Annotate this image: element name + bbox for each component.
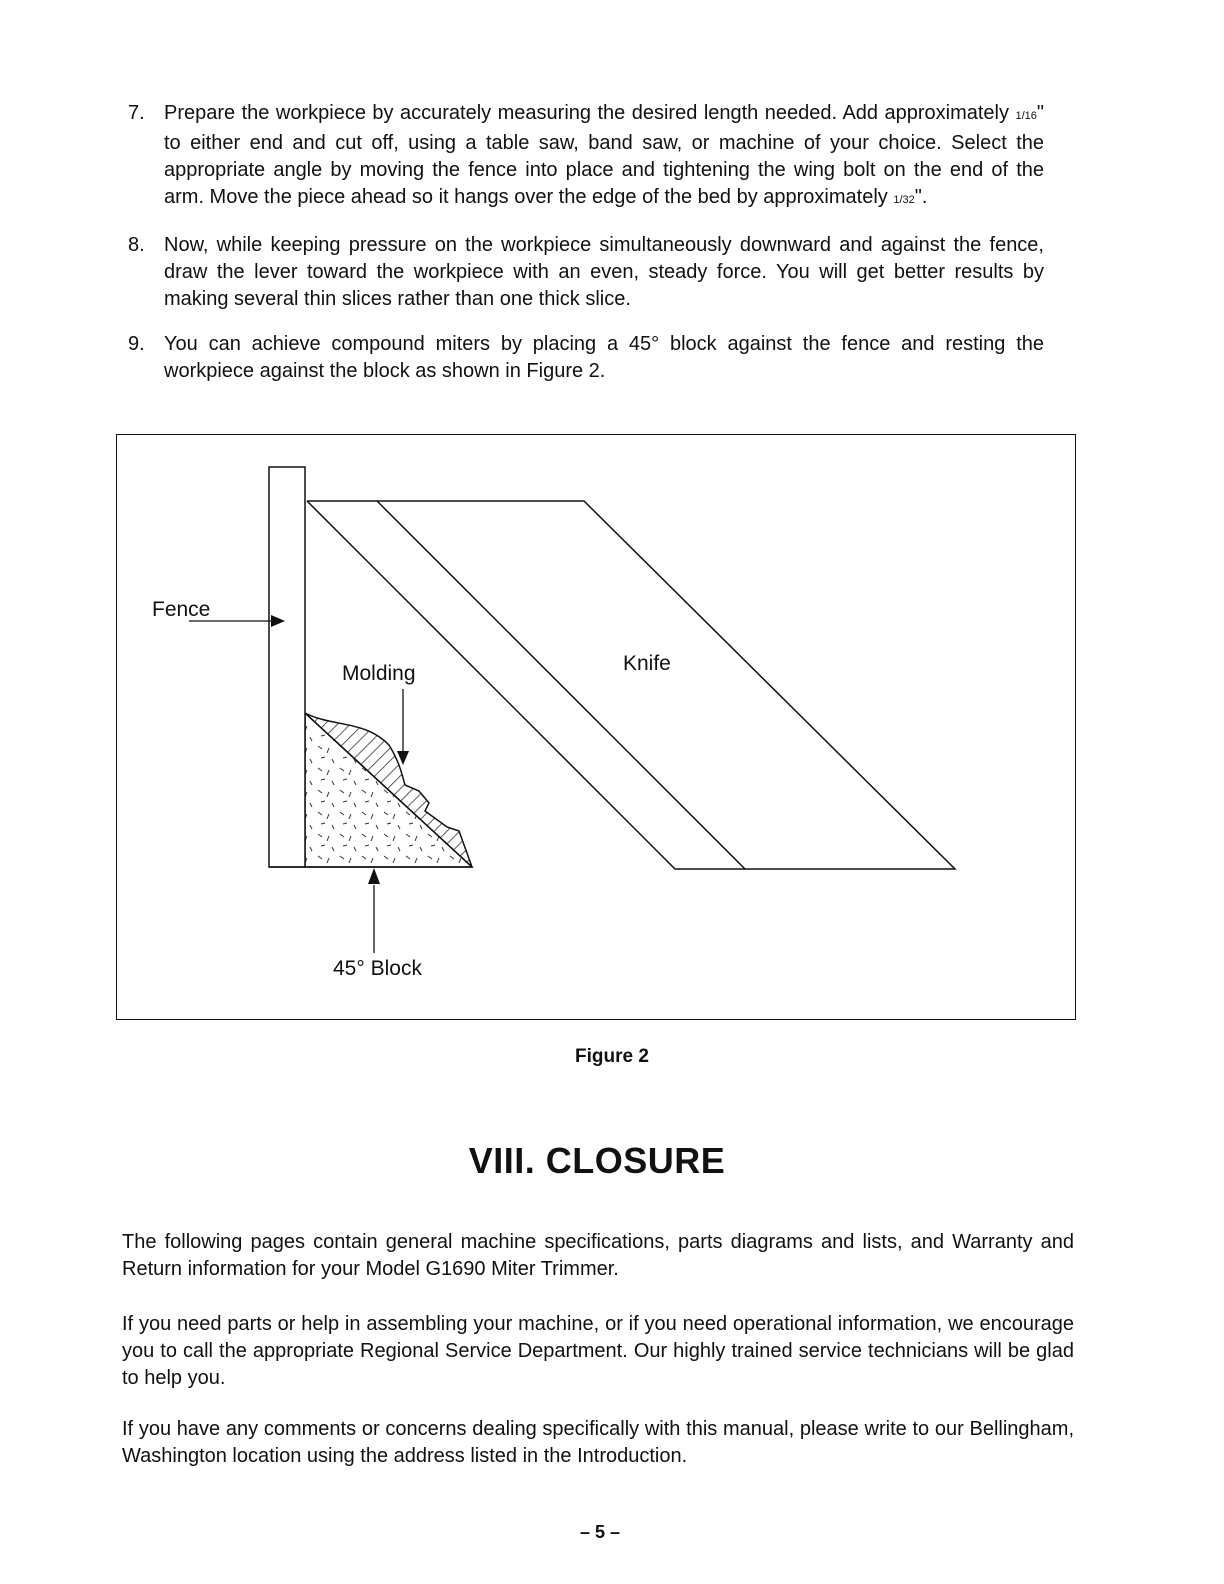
section-heading: VIII. CLOSURE xyxy=(468,1140,726,1181)
step-9 xyxy=(124,331,1044,385)
closure-paragraph-2: If you need parts or help in assembling your machine, or if you need operational information, we encourage you to call the appropriate Regional Service Department. Our highly trained service technicians will be glad to help you. xyxy=(122,1313,1074,1389)
fence-shape xyxy=(269,467,305,867)
instruction-steps xyxy=(124,100,1044,403)
molding-arrow xyxy=(397,689,409,765)
block-arrow xyxy=(368,868,380,953)
fraction-one-sixteenth: 1/16 xyxy=(1015,110,1037,122)
miter-diagram-svg xyxy=(117,435,1077,1021)
step-7 xyxy=(124,100,1044,214)
closure-paragraph-1: The following pages contain general machine specifications, parts diagrams and lists, and Warranty and Return information for your Model G1690 Miter Trimmer. xyxy=(122,1231,1074,1280)
step-8 xyxy=(124,232,1044,313)
molding-label: Molding xyxy=(342,662,416,685)
block-label: 45° Block xyxy=(333,957,422,980)
step-number: 8. xyxy=(128,234,145,256)
closure-paragraph-3: If you have any comments or concerns dealing specifically with this manual, please write to our Bellingham, Washington location using the address listed in the Introduction. xyxy=(122,1418,1074,1467)
step-text: ". xyxy=(914,186,928,208)
step-text: Prepare the workpiece by accurately measuring the desired length needed. Add approximately xyxy=(164,102,1016,124)
step-number: 9. xyxy=(128,333,145,355)
figure-caption: Figure 2 xyxy=(575,1046,649,1067)
figure-2-diagram xyxy=(116,434,1076,1020)
knife-label: Knife xyxy=(623,652,671,675)
step-text: " to either end and cut off, using a table saw, band saw, or machine of your choice. Select the appropriate angle by moving the fence into place and tightening the wing bolt on the end of the arm. Move the piece ahead so it hangs over the edge of the bed by approximately xyxy=(164,102,1044,208)
page-number: – 5 – xyxy=(579,1522,621,1542)
fraction-one-thirty-second: 1/32 xyxy=(893,194,915,206)
step-number: 7. xyxy=(128,102,145,124)
step-text: Now, while keeping pressure on the workpiece simultaneously downward and against the fence, draw the lever toward the workpiece with an even, steady force. You will get better results by making several thin slices rather than one thick slice. xyxy=(164,234,1044,310)
fence-label: Fence xyxy=(152,598,211,621)
step-text: You can achieve compound miters by placing a 45° block against the fence and resting the workpiece against the block as shown in Figure 2. xyxy=(164,333,1044,382)
